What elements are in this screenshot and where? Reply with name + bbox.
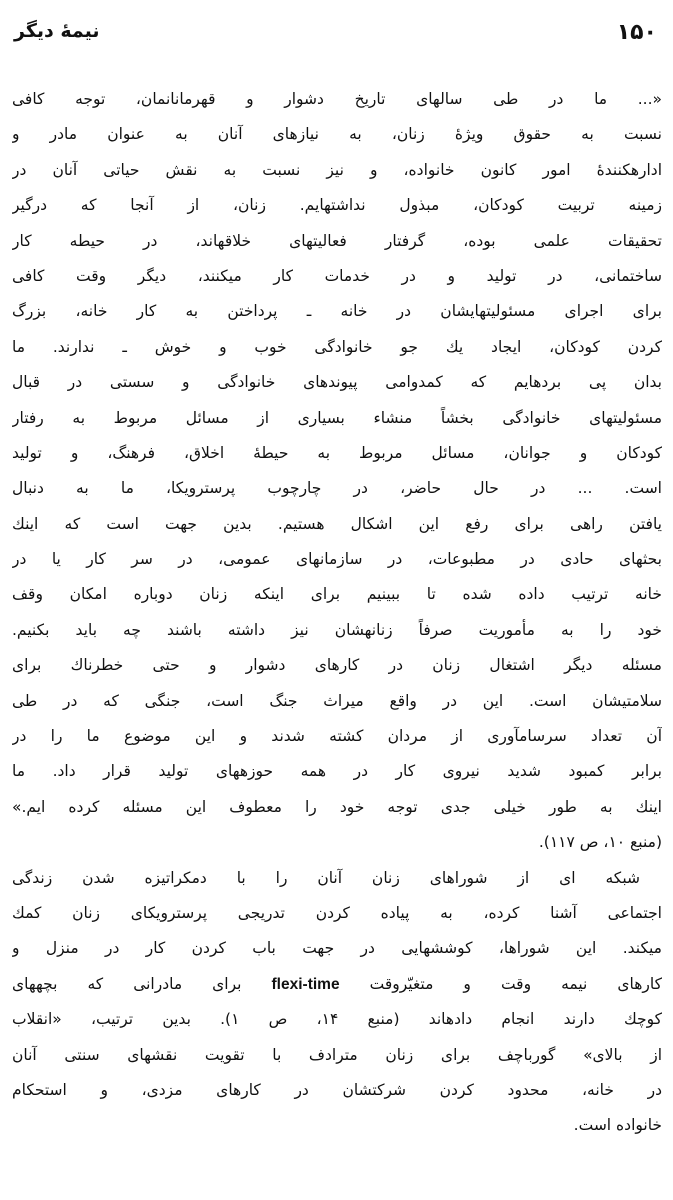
body-text (12, 82, 662, 1144)
text-line: اینك به طور خیلی جدی توجه خود را معطوف این مسئله کرده ایم.» (12, 797, 662, 816)
text-line: کودکان و جوانان، مسائل مربوط به حیطهٔ اخلاق، فرهنگ، و تولید (12, 443, 662, 462)
text-line: در خانه، محدود کردن شرکتشان در کارهای مزدی، و استحکام (12, 1080, 662, 1099)
quotation-paragraph (12, 82, 662, 861)
text-line: ساختمانی، در تولید و در خدمات کار میکنند، دیگر وقت کافی (12, 266, 662, 285)
text-line: یافتن راهی برای رفع این اشکال هستیم. بدین جهت است که اینك (12, 514, 662, 533)
text-line: خود را به مأموریت صرفاً زنانهشان نیز داشته باشند چه باید بکنیم. (12, 620, 662, 639)
text-line: برابر کمبود شدید نیروی کار در همه حوزههای تولید قرار داد. ما (12, 762, 662, 781)
text-line: زمینه تربیت کودکان، مبذول نداشتهایم. زنان، از آنجا که درگیر (12, 196, 662, 215)
running-head (14, 20, 657, 50)
latin-term: flexi-time (271, 975, 340, 993)
text-line: تحقیقات علمی بوده، گرفتار فعالیتهای خلاقهاند، در حیطه کار (12, 231, 662, 250)
text-line: «... ما در طی سالهای تاریخ دشوار و قهرمانانمان، توجه کافی (12, 90, 662, 108)
book-title: نیمهٔ دیگر (14, 20, 100, 42)
text-line: مسئله دیگر اشتغال زنان در کارهای دشوار و حتی خطرناك برای (12, 656, 662, 675)
source-citation: (منبع ۱۰، ص ۱۱۷). (538, 833, 662, 852)
text-line: کردن کودکان، ایجاد یك جو خانوادگی خوب و خوش ـ ندارند. ما (12, 337, 662, 356)
text-line: سلامتیشان است. این در واقع میراث جنگ است، جنگی که در طی (12, 691, 662, 710)
text-line: از بالای» گورباچف برای زنان مترادف با تقویت نقشهای سنتی آنان (12, 1045, 662, 1064)
text-line: بدان پی بردهایم که کمدوامی پیوندهای خانوادگی و سستی در قبال (12, 373, 662, 392)
text-segment: برای مادرانی که بچههای (12, 974, 242, 993)
text-line: بحثهای حادی در مطبوعات، در سازمانهای عمومی، در سر کار یا در (12, 550, 662, 569)
text-line: خانه ترتیب داده شده تا ببینیم برای اینکه زنان دوباره امکان وقف (12, 585, 662, 604)
text-line: شبکه ای از شوراهای زنان آنان را با دمکراتیزه شدن زندگی (12, 868, 640, 887)
text-line: نسبت به حقوق ویژهٔ زنان، به نیازهای آنان به عنوان مادر و (12, 125, 662, 144)
text-line: است. ... در حال حاضر، در چارچوب پرسترویکا، ما به دنبال (12, 479, 662, 498)
text-line: خانواده است. (573, 1116, 662, 1135)
text-line: مسئولیتهای خانوادگی بخشاً منشاء بسیاری از مسائل مربوط به رفتار (12, 408, 662, 427)
text-line: آن تعداد سرسامآوری از مردان کشته شدند و این موضوع ما را در (12, 727, 662, 746)
text-segment: کارهای نیمه وقت و متغیّروقت (369, 974, 662, 993)
text-line-mixed (12, 967, 662, 1002)
text-line: برای اجرای مسئولیتهایشان در خانه ـ پرداختن به کار خانه، بزرگ (12, 302, 662, 321)
text-line: کوچك دارند انجام دادهاند (منبع ۱۴، ص ۱). بدین ترتیب، «انقلاب (12, 1010, 662, 1029)
text-line: ادارهکنندهٔ امور کانون خانواده، و نیز نسبت به نقش حیاتی آنان در (12, 160, 662, 179)
text-line: میکند. این شوراها، کوششهایی در جهت باب کردن کار در منزل و (12, 939, 662, 958)
text-line: اجتماعی آشنا کرده، به پیاده کردن تدریجی پرسترویکای زنان کمك (12, 903, 662, 922)
page-number: ۱۵۰ (616, 20, 657, 45)
body-paragraph (12, 861, 662, 1144)
